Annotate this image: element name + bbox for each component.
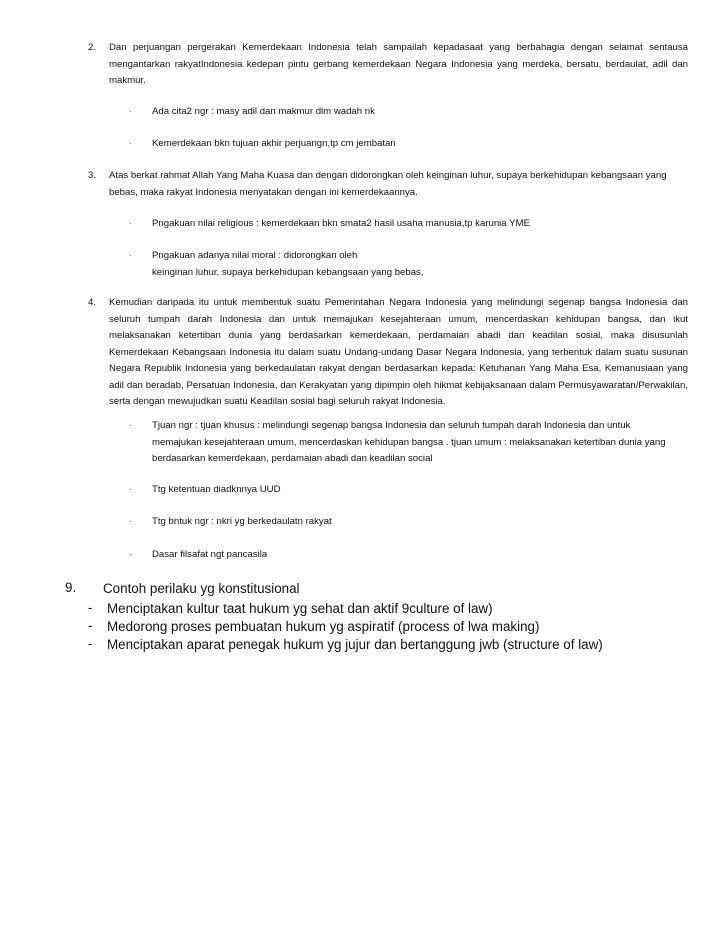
- bullet-text: Menciptakan aparat penegak hukum yg jujur dan bertanggung jwb (structure of law): [107, 637, 603, 652]
- item-text: Atas berkat rahmat Allah Yang Maha Kuasa dan dengan didorongkan oleh keinginan luhur, supaya berkehidupan kebangsaan yang bebas, maka rakyat Indonesia menyatakan dengan ini kemerdekaannya.: [109, 170, 667, 198]
- bullet-icon: ·: [129, 421, 132, 430]
- sub-item-text: Ttg ketentuan diadknnya UUD: [152, 484, 281, 495]
- sub-item: [129, 248, 689, 281]
- sub-item-text: Ada cita2 ngr : masy adil dan makmur dlm wadah nk: [152, 106, 375, 117]
- bullet-icon: ·: [129, 139, 132, 148]
- sub-item: [129, 136, 689, 153]
- sub-item: [129, 418, 689, 468]
- bullet-text: Medorong proses pembuatan hukum yg aspiratif (process of lwa making): [107, 619, 540, 634]
- item-text: Kemudian daripada itu untuk membentuk suatu Pemerintahan Negara Indonesia yang melindungi segenap bangsa Indonesia dan seluruh tumpah darah Indonesia dan untuk memajukan kesejahteraan umum, mencerdaskan kehidupan bangsa, dan ikut melaksanakan ketertiban dunia yang berdasarkan kemerdekaan, perdamaian abadi dan keadilan sosial, maka disusunlah Kemerdekaan Kebangsaan Indonesia itu dalam suatu Undang-undang Dasar Negara Indonesia, yang terbentuk dalam suatu susunan Negara Republik Indonesia yang berkedaulatan rakyat dengan berdasarkan kepada: Ketuhanan Yang Maha Esa, Kemanusiaan yang adil dan beradab, Persatuan Indonesia, dan Kerakyatan yang dipimpin oleh hikmat kebijaksanaan dalam Permusyawaratan/Perwakilan, serta dengan mewujudkan suatu Keadilan sosial bagi seluruh rakyat Indonesia.: [109, 297, 688, 407]
- sub-item-text: Ttg bntuk ngr : nkri yg berkedaulatn rakyat: [152, 516, 332, 527]
- sub-item: [129, 482, 689, 499]
- sub-item: [129, 216, 689, 233]
- bullet-icon: ·: [129, 485, 132, 494]
- dash-icon: -: [88, 600, 93, 615]
- section-title: Contoh perilaku yg konstitusional: [103, 581, 300, 596]
- section-number: 9.: [65, 580, 77, 595]
- item-text: Dan perjuangan pergerakan Kemerdekaan Indonesia telah sampailah kepadasaat yang berbahagia dengan selamat sentausa mengantarkan rakyatIndonesia kedepan pintu gerbang kemerdekaan Negara Indonesia yang merdeka, bersatu, berdaulat, adil dan makmur.: [109, 42, 688, 86]
- bullet-icon: ·: [129, 517, 132, 526]
- sub-item: [129, 104, 689, 121]
- sub-item: [129, 547, 689, 564]
- item-number: 4.: [88, 297, 97, 308]
- item-number: 2.: [88, 42, 97, 53]
- bullet-icon: ·: [129, 251, 132, 260]
- dash-icon: -: [88, 636, 93, 651]
- list-item-4: [88, 295, 688, 411]
- sub-item: [129, 514, 689, 531]
- sub-item-text: Tjuan ngr : tjuan khusus : melindungi segenap bangsa Indonesia dan seluruh tumpah darah Indonesia dan untuk memajukan kesejahteraan umum, mencerdaskan kehidupan bangsa . tjuan umum : melaksanakan ketertiban dunia yang berdasarkan kemerdekaan, perdamaian abadi dan keadilan social: [152, 420, 666, 464]
- bullet-icon: ·: [129, 219, 132, 228]
- sub-item-text: Pngakuan nilai religious : kemerdekaan bkn smata2 hasil usaha manusia,tp karunia YME: [152, 218, 530, 229]
- bullet-icon: ·: [129, 550, 132, 559]
- list-item-3: [88, 168, 688, 201]
- sub-item-text: Kemerdekaan bkn tujuan akhir perjuangn,tp cm jembatan: [152, 138, 396, 149]
- sub-item-text: Pngakuan adanya nilai moral : didorongkan oleh keinginan luhur, supaya berkehidupan kebangsaan yang bebas,: [152, 250, 424, 278]
- bullet-text: Menciptakan kultur taat hukum yg sehat dan aktif 9culture of law): [107, 601, 493, 616]
- dash-icon: -: [88, 618, 93, 633]
- item-number: 3.: [88, 170, 97, 181]
- list-item-2: [88, 40, 688, 90]
- bullet-icon: ·: [129, 107, 132, 116]
- sub-item-text: Dasar filsafat ngt pancasila: [152, 549, 268, 560]
